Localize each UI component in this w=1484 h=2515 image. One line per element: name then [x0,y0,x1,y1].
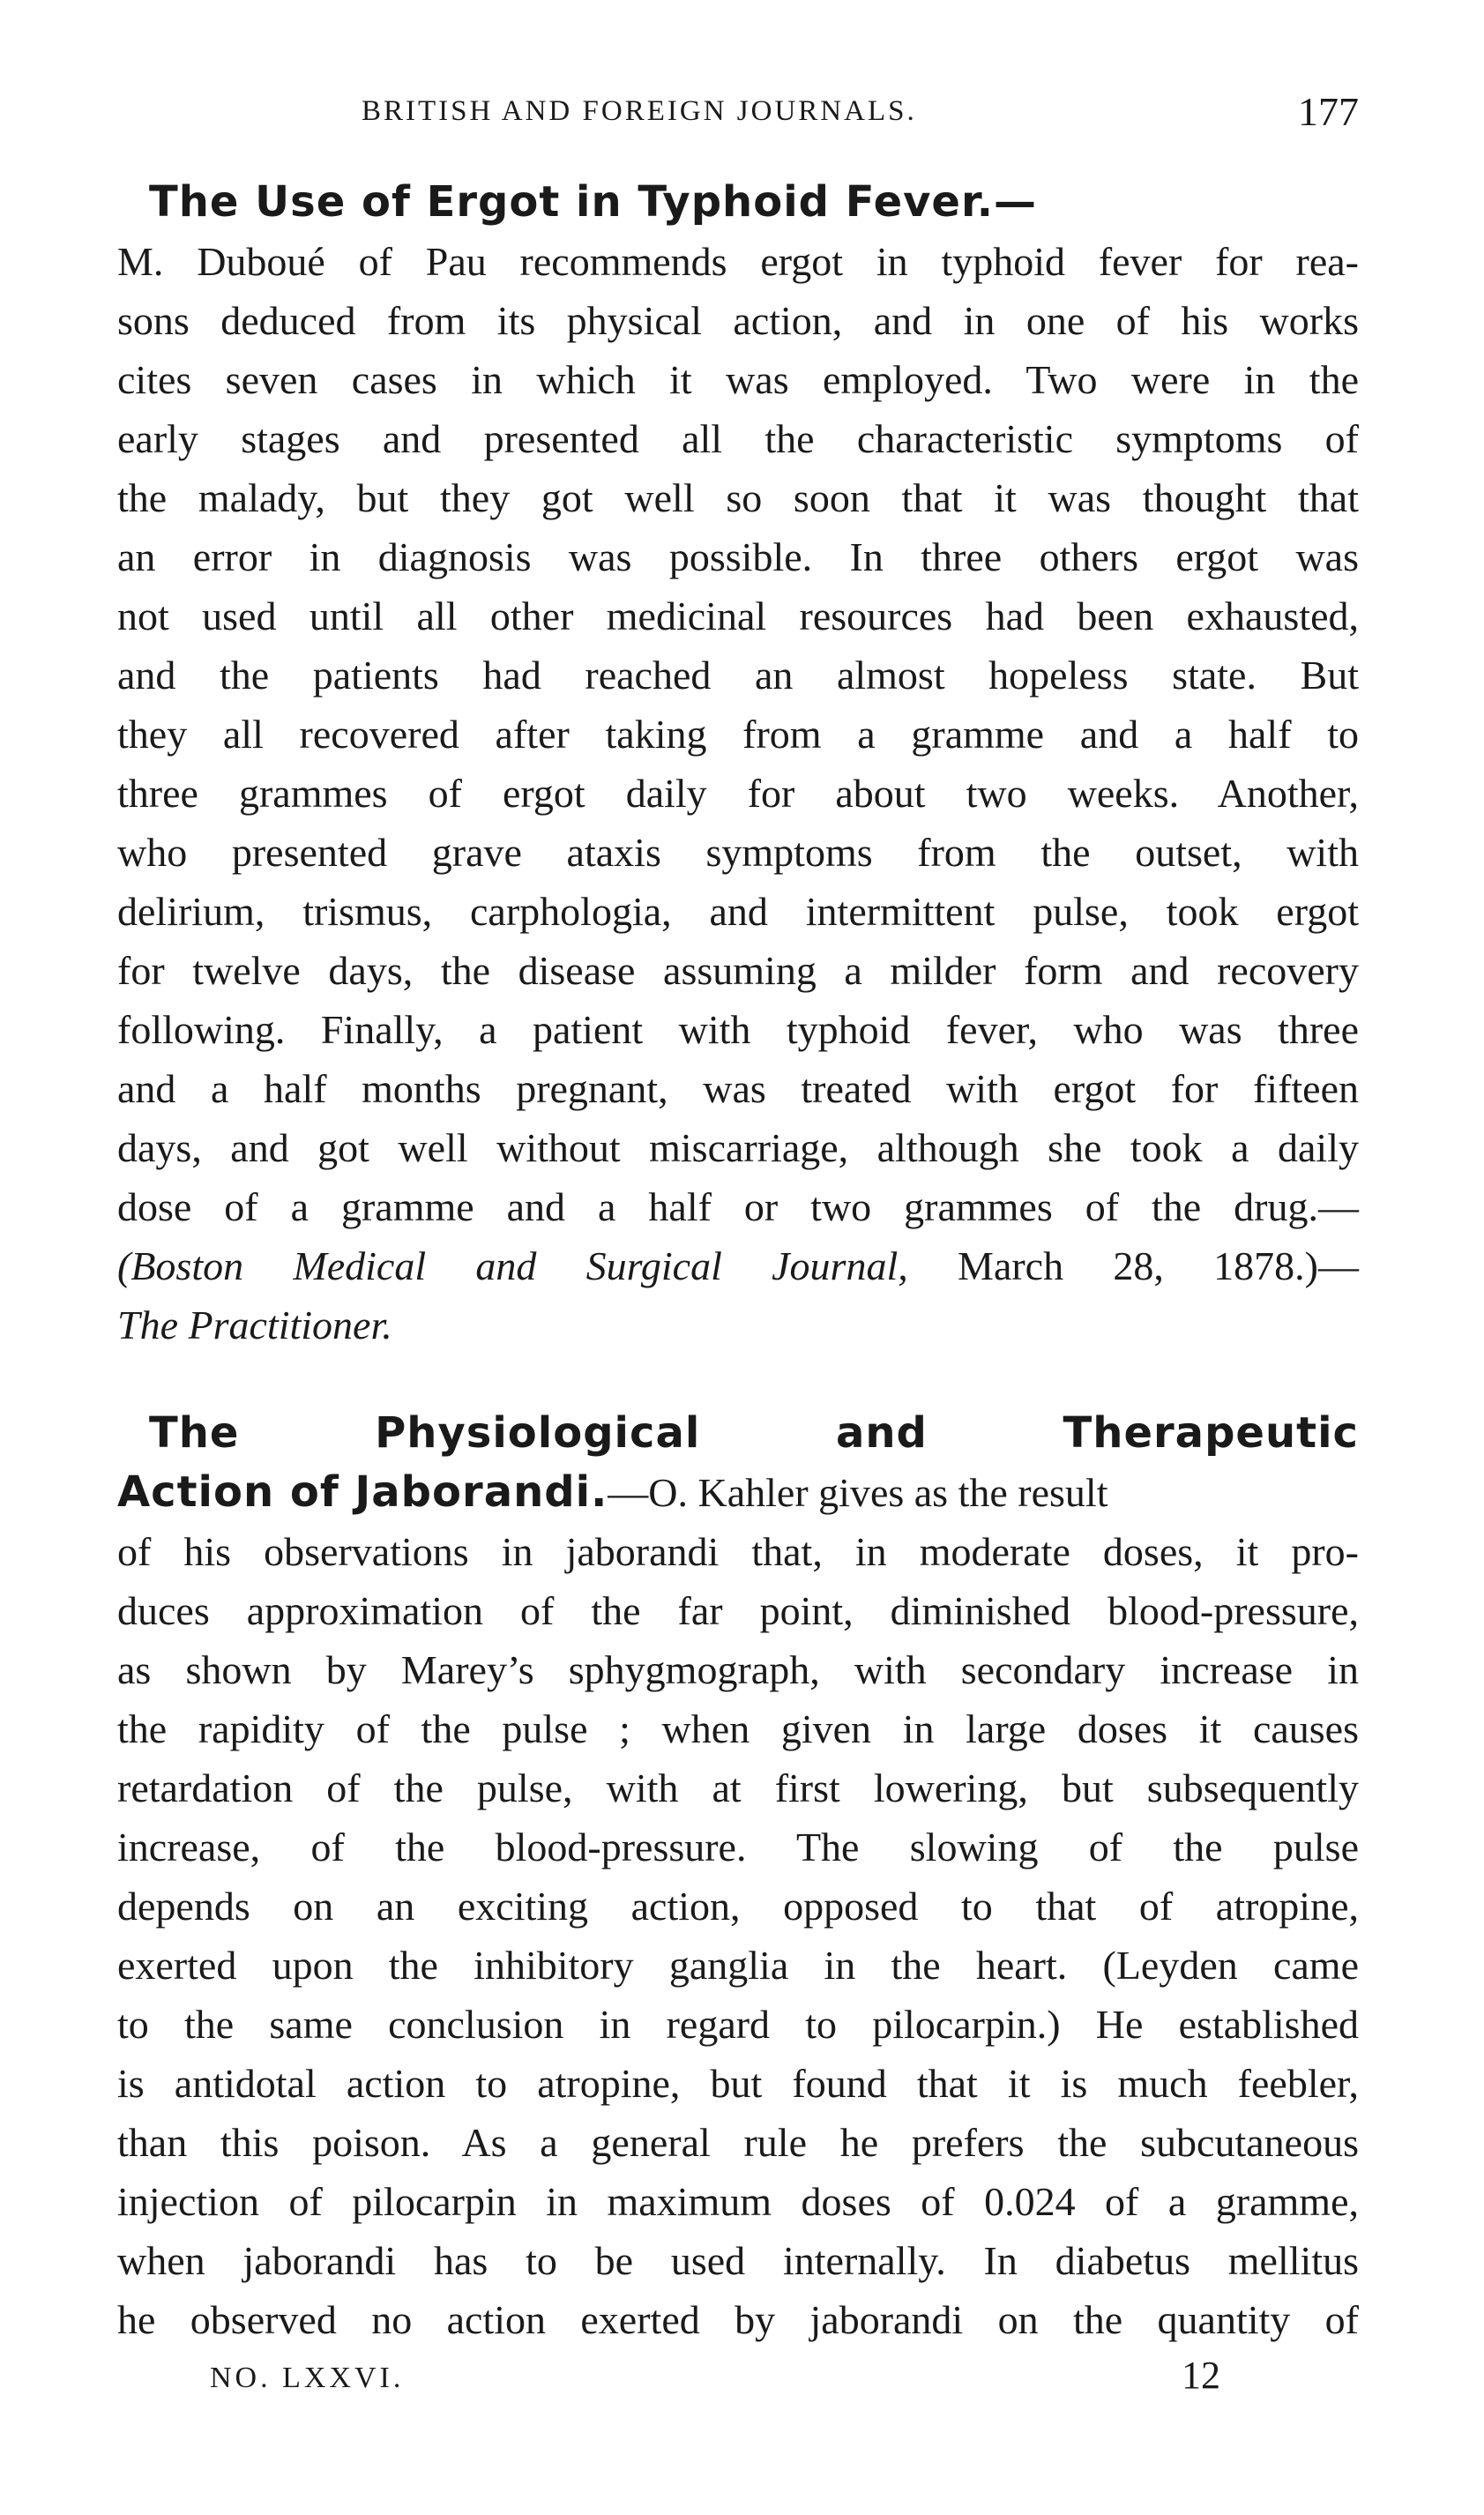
citation-line [117,1236,1359,1295]
text-line-start: —O. Kahler gives as the result [608,1470,1108,1515]
text-line: three grammes of ergot daily for about two weeks. Another, [117,771,1359,816]
text-line: the rapidity of the pulse ; when given in large doses it causes [117,1706,1359,1751]
text-line: sons deduced from its physical action, and in one of his works [117,298,1359,343]
text-line: when jaborandi has to be used internally. In diabetus mellitus [117,2238,1359,2283]
article-heading: The Use of Ergot in Typhoid Fever.— [149,177,1038,227]
text-line: retardation of the pulse, with at first lowering, but subsequently [117,1765,1359,1810]
text-line: who presented grave ataxis symptoms from the outset, with [117,830,1359,875]
text-line: cites seven cases in which it was employed. Two were in the [117,357,1359,402]
text-line: depends on an exciting action, opposed to that of atropine, [117,1884,1359,1929]
page-number: 177 [1298,89,1359,134]
text-line: as shown by Marey’s sphygmograph, with secondary increase in [117,1647,1359,1692]
article-heading-continued: Action of Jaborandi. [117,1467,608,1517]
text-line: to the same conclusion in regard to pilocarpin.) He established [117,2002,1359,2047]
heading-line-2 [117,1463,1359,1522]
text-line: and a half months pregnant, was treated with ergot for fifteen [117,1066,1359,1111]
text-line: exerted upon the inhibitory ganglia in the heart. (Leyden came [117,1943,1359,1988]
text-line: injection of pilocarpin in maximum doses of 0.024 of a gramme, [117,2179,1359,2224]
text-line: of his observations in jaborandi that, in moderate doses, it pro- [117,1529,1359,1574]
article-jaborandi [117,1404,1359,2349]
text-line: delirium, trismus, carphologia, and intermittent pulse, took ergot [117,889,1359,934]
citation-source: The Practitioner. [117,1302,392,1347]
citation-date: March 28, 1878.)— [907,1243,1359,1288]
text-line: increase, of the blood-pressure. The slowing of the pulse [117,1825,1359,1869]
text-line: following. Finally, a patient with typhoid fever, who was three [117,1007,1359,1052]
text-line: and the patients had reached an almost hopeless state. But [117,653,1359,698]
text-line: they all recovered after taking from a gramme and a half to [117,712,1359,757]
text-line: the malady, but they got well so soon that it was thought that [117,475,1359,520]
running-title: BRITISH AND FOREIGN JOURNALS. [362,95,917,127]
text-line: for twelve days, the disease assuming a milder form and recovery [117,948,1359,993]
text-line: M. Duboué of Pau recommends ergot in typhoid fever for rea- [117,239,1359,284]
text-line: an error in diagnosis was possible. In three others ergot was [117,534,1359,579]
text-line: duces approximation of the far point, diminished blood-pressure, [117,1588,1359,1633]
signature-mark: NO. LXXVI. [210,2362,405,2394]
page-footer [0,2353,1484,2414]
text-line: early stages and presented all the characteristic symptoms of [117,416,1359,461]
running-head [0,88,1484,141]
text-line: he observed no action exerted by jaborandi on the quantity of [117,2297,1359,2342]
sheet-number: 12 [1182,2354,1220,2397]
article-heading: The Physiological and Therapeutic [149,1408,1359,1458]
article-ergot [117,173,1359,1355]
citation-journal: (Boston Medical and Surgical Journal, [117,1243,908,1288]
text-line: dose of a gramme and a half or two grammes of the drug.— [117,1184,1359,1229]
text-line: not used until all other medicinal resources had been exhausted, [117,593,1359,638]
text-line: is antidotal action to atropine, but found that it is much feebler, [117,2061,1359,2106]
text-line: than this poison. As a general rule he prefers the subcutaneous [117,2120,1359,2165]
text-line: days, and got well without miscarriage, although she took a daily [117,1125,1359,1170]
